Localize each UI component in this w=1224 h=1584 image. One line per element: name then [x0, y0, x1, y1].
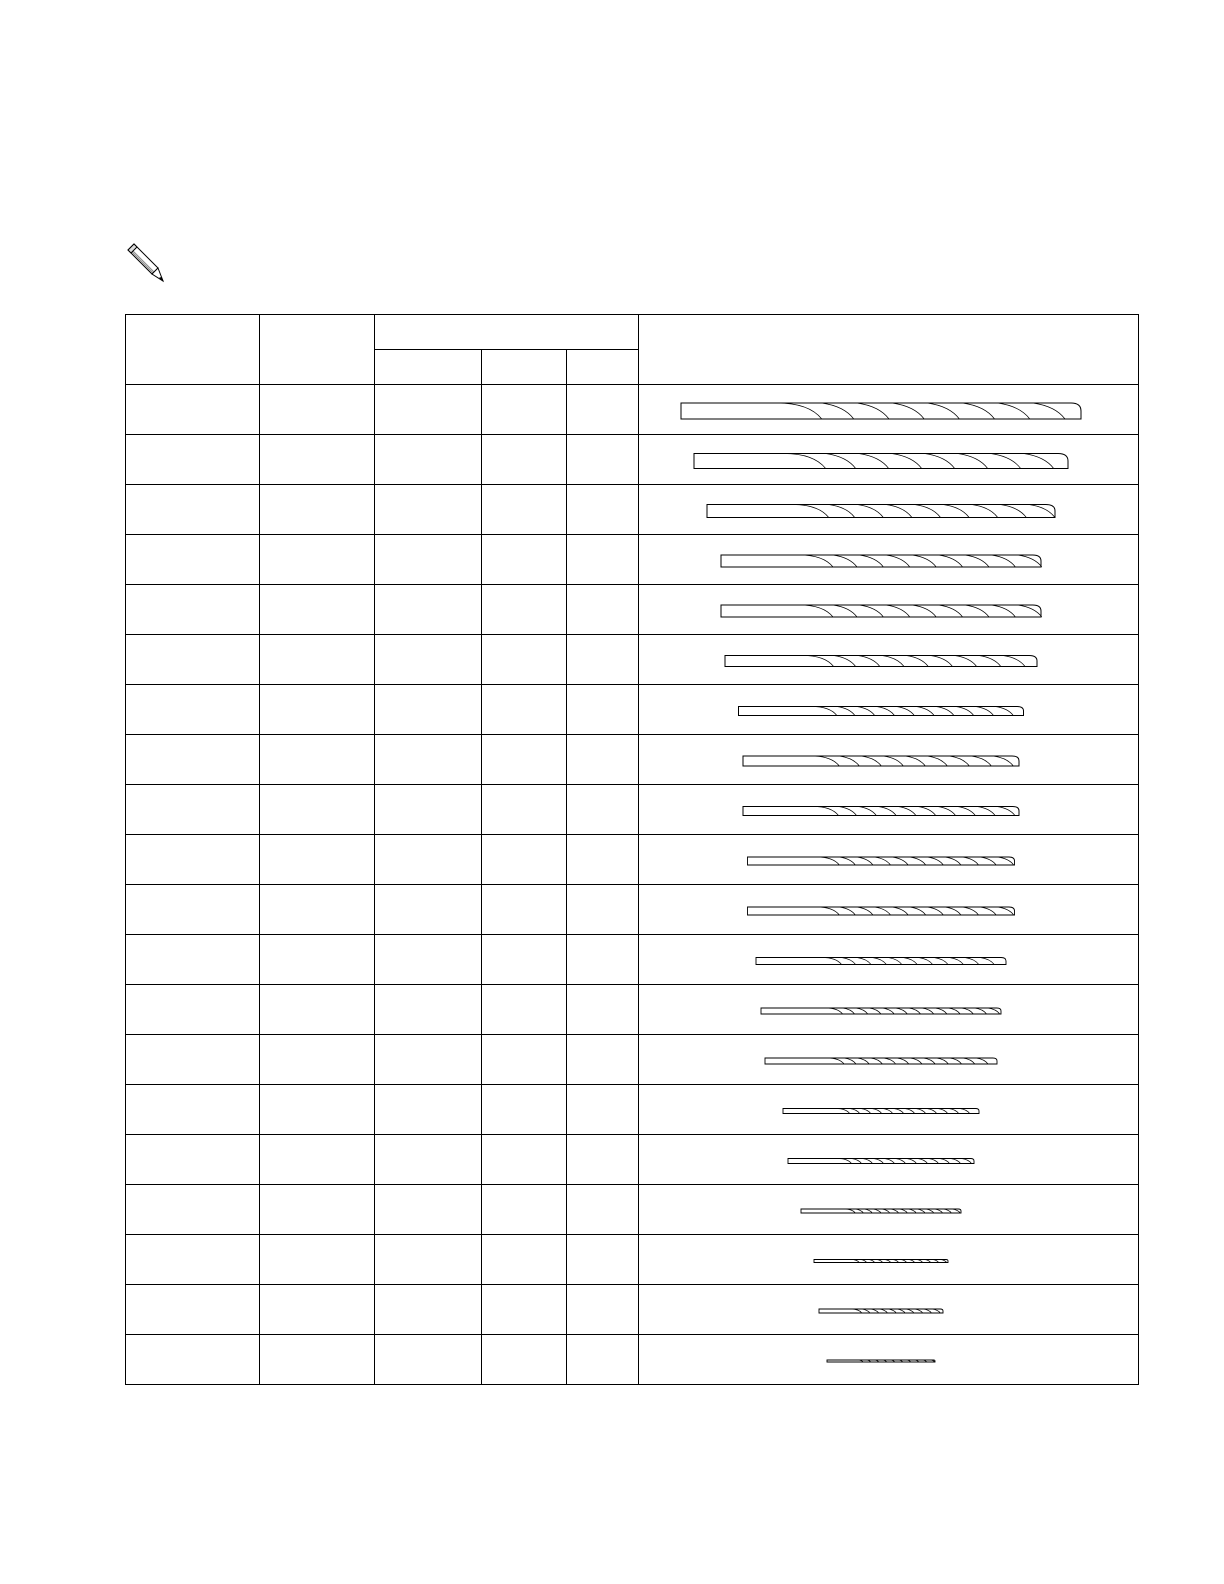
table-cell: [482, 435, 567, 485]
table-cell: [567, 585, 639, 635]
header-cell-group: [375, 315, 639, 350]
table-cell: [375, 635, 482, 685]
table-cell: [567, 1335, 639, 1385]
table-cell: [482, 635, 567, 685]
drill-bit-icon: [639, 936, 1137, 984]
table-cell: [260, 835, 375, 885]
table-cell: [260, 785, 375, 835]
table-cell: [126, 835, 260, 885]
drill-body: [707, 504, 1055, 517]
table-cell: [375, 1335, 482, 1385]
table-cell: [126, 385, 260, 435]
table-row: [126, 435, 1139, 485]
table-cell: [375, 735, 482, 785]
table-cell: [567, 935, 639, 985]
drill-bit-icon: [639, 1186, 1137, 1234]
table-cell: [375, 885, 482, 935]
table-cell: [126, 1085, 260, 1135]
drawing-cell: [639, 685, 1139, 735]
drawing-cell: [639, 1235, 1139, 1285]
table-row: [126, 535, 1139, 585]
table-cell: [260, 1035, 375, 1085]
table-cell: [482, 685, 567, 735]
header-subcell-a: [375, 350, 482, 385]
table-cell: [260, 1135, 375, 1185]
drill-bit-icon: [639, 386, 1137, 434]
table-cell: [260, 635, 375, 685]
table-cell: [260, 485, 375, 535]
table-row: [126, 785, 1139, 835]
drill-bit-icon: [639, 1336, 1137, 1384]
table-row: [126, 1185, 1139, 1235]
table-row: [126, 1085, 1139, 1135]
table-cell: [260, 685, 375, 735]
drawing-cell: [639, 585, 1139, 635]
table-cell: [260, 1285, 375, 1335]
table-row: [126, 385, 1139, 435]
table-cell: [375, 1285, 482, 1335]
table-cell: [375, 1135, 482, 1185]
table-row: [126, 1035, 1139, 1085]
table-cell: [126, 935, 260, 985]
table-cell: [482, 1235, 567, 1285]
header-subcell-c: [567, 350, 639, 385]
drawing-cell: [639, 1185, 1139, 1235]
drawing-cell: [639, 485, 1139, 535]
drill-body: [721, 555, 1041, 567]
drill-bit-icon: [639, 1236, 1137, 1284]
header-cell-col1: [126, 315, 260, 385]
table-cell: [260, 1335, 375, 1385]
drawing-cell: [639, 1035, 1139, 1085]
table-cell: [482, 885, 567, 935]
table-cell: [375, 685, 482, 735]
drawing-cell: [639, 735, 1139, 785]
table-cell: [126, 1185, 260, 1235]
table-cell: [482, 1185, 567, 1235]
table-cell: [126, 985, 260, 1035]
drawing-cell: [639, 785, 1139, 835]
table-cell: [567, 535, 639, 585]
drawing-cell: [639, 1085, 1139, 1135]
table-cell: [126, 785, 260, 835]
table-cell: [567, 1135, 639, 1185]
drill-body: [721, 605, 1041, 617]
drawing-cell: [639, 385, 1139, 435]
table-cell: [482, 785, 567, 835]
drill-bit-icon: [639, 436, 1137, 484]
table-cell: [126, 1285, 260, 1335]
table-cell: [126, 435, 260, 485]
table-cell: [567, 1035, 639, 1085]
table-cell: [567, 435, 639, 485]
header-subcell-b: [482, 350, 567, 385]
table-cell: [126, 885, 260, 935]
table-cell: [260, 385, 375, 435]
table-row: [126, 835, 1139, 885]
table-cell: [126, 585, 260, 635]
table-cell: [126, 485, 260, 535]
table-cell: [567, 885, 639, 935]
drawing-cell: [639, 535, 1139, 585]
header-cell-drawing: [639, 315, 1139, 385]
table-cell: [260, 585, 375, 635]
table-row: [126, 1285, 1139, 1335]
table-cell: [567, 1285, 639, 1335]
table-cell: [482, 1135, 567, 1185]
table-cell: [375, 485, 482, 535]
drawing-cell: [639, 835, 1139, 885]
table-row: [126, 585, 1139, 635]
table-cell: [482, 535, 567, 585]
table-cell: [482, 485, 567, 535]
table-row: [126, 885, 1139, 935]
table-cell: [375, 1085, 482, 1135]
table-cell: [482, 385, 567, 435]
drill-bit-icon: [639, 886, 1137, 934]
drill-bit-icon: [639, 686, 1137, 734]
table-cell: [482, 935, 567, 985]
drawing-cell: [639, 435, 1139, 485]
table-cell: [126, 535, 260, 585]
table-cell: [567, 1235, 639, 1285]
header-cell-col2: [260, 315, 375, 385]
table-cell: [482, 985, 567, 1035]
table-cell: [567, 985, 639, 1035]
table-cell: [482, 585, 567, 635]
table-body: [126, 385, 1139, 1385]
drawing-cell: [639, 885, 1139, 935]
table-cell: [260, 985, 375, 1035]
drill-bit-icon: [639, 536, 1137, 584]
table-cell: [567, 1085, 639, 1135]
drill-bit-icon: [639, 1136, 1137, 1184]
drill-body: [743, 806, 1019, 815]
table-cell: [567, 685, 639, 735]
table-cell: [260, 1185, 375, 1235]
table-cell: [126, 1235, 260, 1285]
drill-bit-icon: [639, 736, 1137, 784]
table-cell: [567, 1185, 639, 1235]
table-row: [126, 635, 1139, 685]
drawing-cell: [639, 1135, 1139, 1185]
table-cell: [375, 985, 482, 1035]
table-cell: [260, 1235, 375, 1285]
table-cell: [126, 1335, 260, 1385]
drawing-cell: [639, 985, 1139, 1035]
table-cell: [375, 935, 482, 985]
drill-body: [765, 1058, 997, 1064]
table-cell: [126, 735, 260, 785]
table-cell: [567, 785, 639, 835]
table-cell: [260, 885, 375, 935]
table-cell: [375, 1035, 482, 1085]
table-row: [126, 1235, 1139, 1285]
drill-bit-icon: [639, 836, 1137, 884]
table-cell: [260, 435, 375, 485]
table-cell: [375, 785, 482, 835]
table-cell: [482, 1285, 567, 1335]
pencil-icon: [124, 242, 166, 284]
table-row: [126, 1335, 1139, 1385]
drill-body: [725, 655, 1037, 666]
table-cell: [126, 1035, 260, 1085]
table-cell: [375, 835, 482, 885]
table-cell: [260, 935, 375, 985]
table-row: [126, 985, 1139, 1035]
drill-bit-table: [125, 314, 1139, 1385]
table-row: [126, 1135, 1139, 1185]
drill-bit-icon: [639, 1286, 1137, 1334]
drill-bit-icon: [639, 1086, 1137, 1134]
table-cell: [482, 1085, 567, 1135]
table-cell: [260, 535, 375, 585]
table-row: [126, 935, 1139, 985]
table-row: [126, 685, 1139, 735]
drawing-cell: [639, 935, 1139, 985]
drill-bit-icon: [639, 636, 1137, 684]
table-row: [126, 485, 1139, 535]
drawing-cell: [639, 1285, 1139, 1335]
table-cell: [375, 535, 482, 585]
drill-bit-icon: [639, 486, 1137, 534]
drawing-cell: [639, 1335, 1139, 1385]
table-cell: [567, 635, 639, 685]
table-cell: [567, 735, 639, 785]
table-cell: [567, 835, 639, 885]
table-cell: [260, 1085, 375, 1135]
table-cell: [567, 485, 639, 535]
table-cell: [375, 385, 482, 435]
drill-bit-icon: [639, 786, 1137, 834]
drill-bit-icon: [639, 986, 1137, 1034]
table-cell: [567, 385, 639, 435]
table-cell: [375, 585, 482, 635]
table-cell: [126, 1135, 260, 1185]
table-cell: [375, 1235, 482, 1285]
table-cell: [482, 835, 567, 885]
drawing-cell: [639, 635, 1139, 685]
table-cell: [126, 685, 260, 735]
table-row: [126, 735, 1139, 785]
table-cell: [482, 735, 567, 785]
table-cell: [260, 735, 375, 785]
table-cell: [482, 1335, 567, 1385]
drill-bit-icon: [639, 586, 1137, 634]
table-cell: [375, 435, 482, 485]
table-cell: [482, 1035, 567, 1085]
drill-bit-icon: [639, 1036, 1137, 1084]
table-cell: [126, 635, 260, 685]
table-cell: [375, 1185, 482, 1235]
